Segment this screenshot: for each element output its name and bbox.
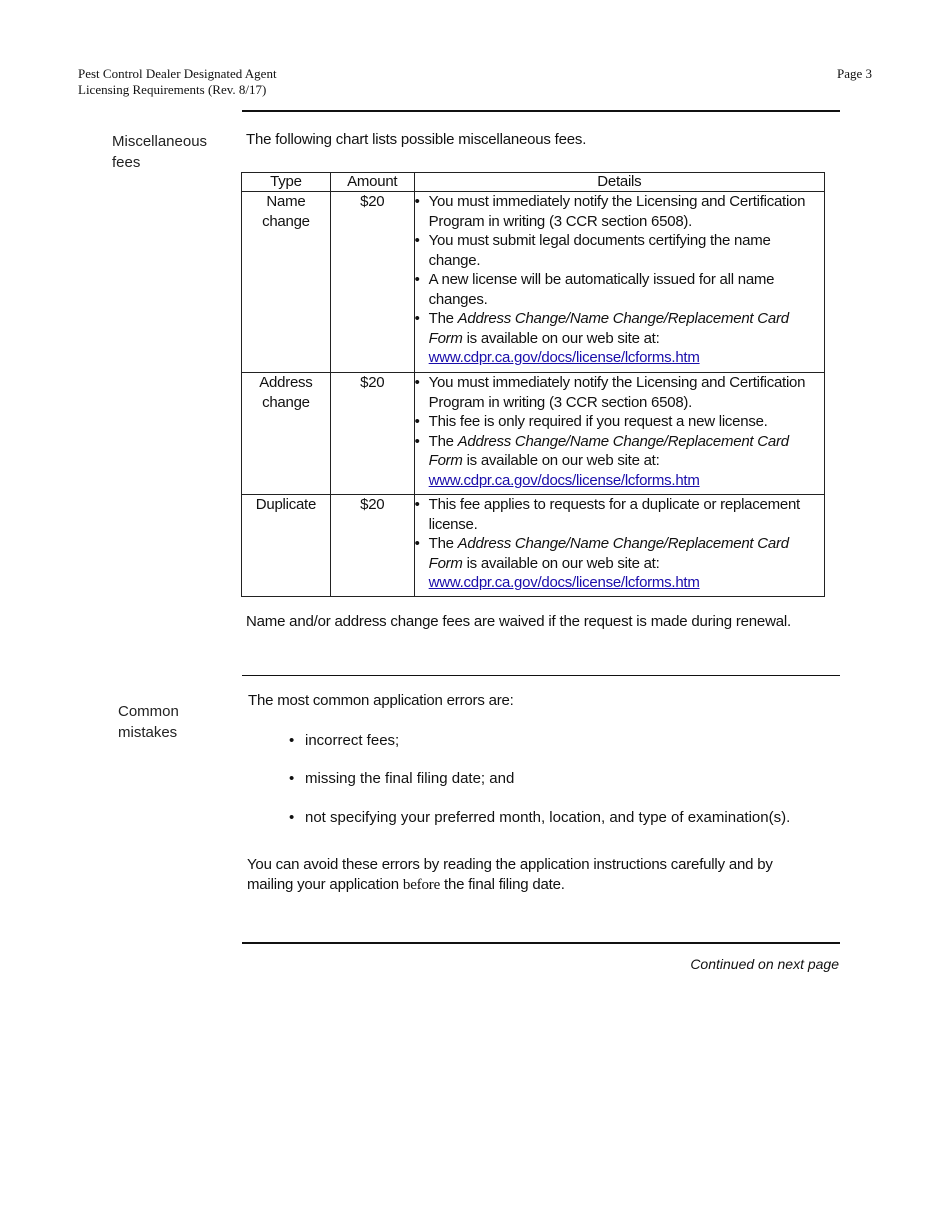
- footer-divider: [242, 942, 840, 944]
- detail-bullet: • You must submit legal documents certifying the name change.: [415, 231, 824, 270]
- detail-text: is available on our web site at:: [462, 452, 660, 469]
- forms-link[interactable]: www.cdpr.ca.gov/docs/license/lcforms.htm: [428, 471, 700, 489]
- form-name: Address Change/Name Change/Replacement Card Form: [428, 310, 789, 347]
- cell-details: [414, 495, 824, 597]
- detail-bullet: • A new license will be automatically issued for all name changes.: [415, 270, 824, 309]
- page-number: Page 3: [836, 66, 872, 81]
- cell-details: [414, 373, 824, 495]
- side-label-common-line-2: mistakes: [118, 724, 178, 741]
- detail-bullet: [415, 309, 824, 368]
- detail-bullet: • You must immediately notify the Licensing and Certification Program in writing (3 CCR section 6508).: [415, 373, 824, 412]
- detail-bullet: [415, 534, 824, 593]
- detail-text: The: [428, 535, 458, 552]
- bullet-dot: •: [289, 809, 295, 826]
- cell-type: Address change: [242, 373, 331, 495]
- cell-amount: $20: [330, 495, 414, 597]
- list-item-text: missing the final filing date; and: [305, 770, 515, 787]
- form-name: Address Change/Name Change/Replacement Card Form: [428, 432, 789, 469]
- list-item: [289, 731, 400, 751]
- detail-bullet: [415, 432, 824, 491]
- fees-table: [241, 172, 825, 597]
- detail-text: The: [428, 432, 458, 450]
- table-row-name-change: [242, 192, 825, 373]
- col-header-details: Details: [414, 173, 824, 192]
- closing-text: the final filing date.: [440, 876, 565, 893]
- bullet-dot: •: [289, 732, 295, 749]
- detail-text: is available on our web site at:: [462, 329, 660, 347]
- closing-text: You can avoid these errors by reading the application instructions carefully and by mailing your application: [247, 856, 773, 893]
- side-label-misc: [112, 131, 207, 173]
- closing-emphasis: before: [402, 877, 441, 893]
- cell-type: Name change: [242, 192, 331, 373]
- list-item-text: incorrect fees;: [305, 732, 400, 749]
- detail-bullet: • This fee applies to requests for a duplicate or replacement license.: [415, 495, 824, 534]
- closing-paragraph: [247, 855, 807, 895]
- side-label-common-line-1: Common: [118, 703, 179, 720]
- fee-waiver-note: Name and/or address change fees are waived if the request is made during renewal.: [246, 613, 791, 630]
- bullet-dot: •: [289, 770, 295, 787]
- forms-link[interactable]: www.cdpr.ca.gov/docs/license/lcforms.htm: [428, 349, 700, 366]
- side-label-misc-line-1: Miscellaneous: [112, 133, 208, 150]
- detail-bullet: • You must immediately notify the Licensing and Certification Program in writing (3 CCR section 6508).: [415, 192, 824, 231]
- common-intro: The most common application errors are:: [248, 692, 514, 709]
- list-item: [289, 769, 515, 789]
- forms-link[interactable]: www.cdpr.ca.gov/docs/license/lcforms.htm: [428, 574, 700, 591]
- side-label-misc-line-2: fees: [112, 154, 141, 171]
- header-divider: [242, 110, 840, 112]
- misc-intro: The following chart lists possible miscellaneous fees.: [246, 131, 587, 148]
- detail-text: The: [428, 310, 458, 327]
- cell-amount: $20: [330, 373, 414, 495]
- continued-note: Continued on next page: [690, 956, 839, 972]
- cell-amount: $20: [330, 192, 414, 373]
- table-row-duplicate: [242, 495, 825, 597]
- table-header-row: [242, 173, 825, 192]
- detail-bullet: • This fee is only required if you request a new license.: [415, 412, 824, 432]
- col-header-type: Type: [242, 173, 331, 192]
- col-header-amount: Amount: [330, 173, 414, 192]
- detail-text: is available on our web site at:: [462, 554, 660, 572]
- cell-type: Duplicate: [242, 495, 331, 597]
- form-name: Address Change/Name Change/Replacement Card Form: [428, 535, 789, 572]
- cell-details: [414, 192, 824, 373]
- table-row-address-change: [242, 373, 825, 495]
- header-line-2: Licensing Requirements (Rev. 8/17): [78, 82, 267, 97]
- header-line-1: Pest Control Dealer Designated Agent: [78, 66, 277, 81]
- list-item: [289, 808, 791, 828]
- section-divider: [242, 675, 840, 676]
- side-label-common: [118, 701, 179, 743]
- header-title: [78, 66, 277, 98]
- list-item-text: not specifying your preferred month, location, and type of examination(s).: [305, 809, 791, 826]
